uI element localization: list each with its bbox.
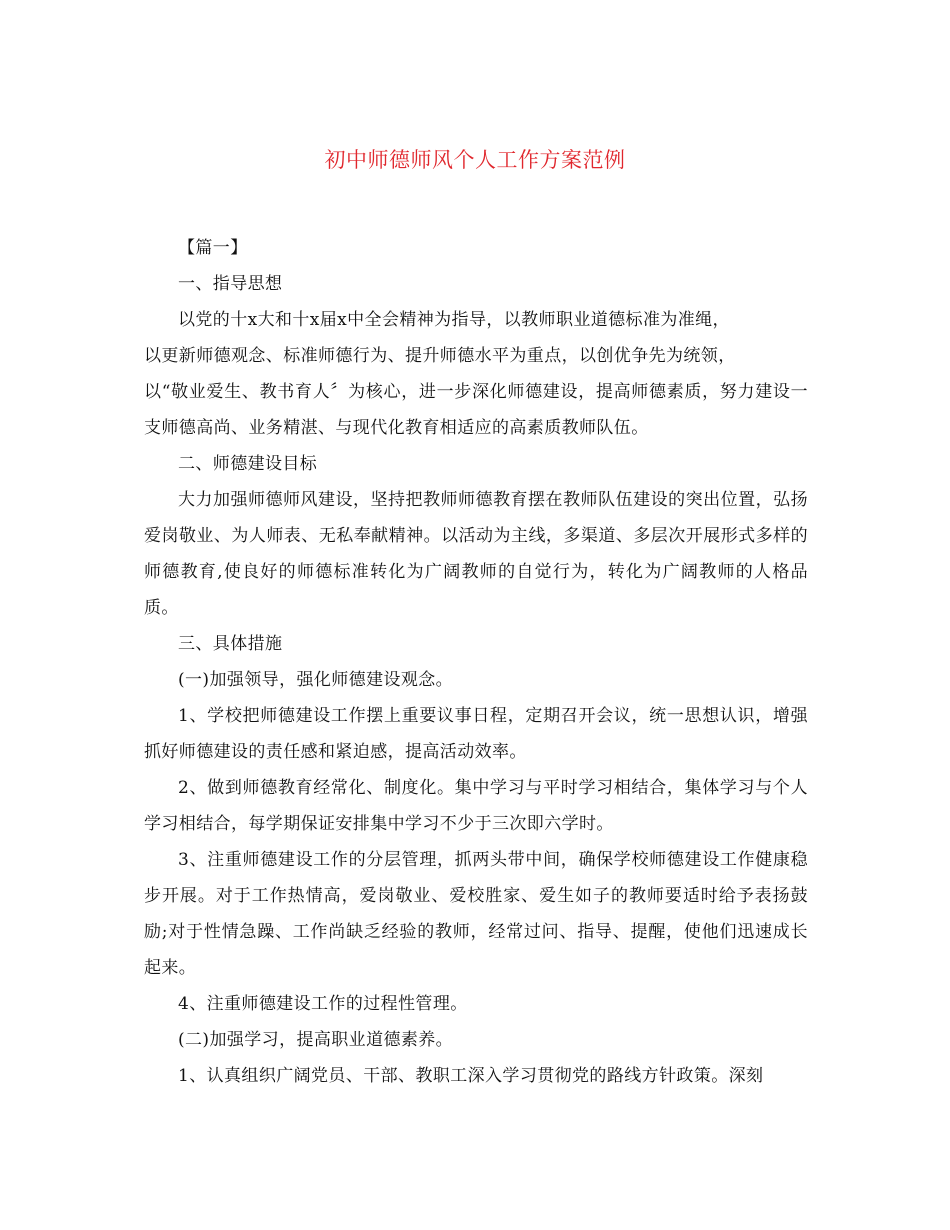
heading-guiding-thought: 一、指导思想: [178, 274, 283, 294]
heading-measures: 三、具体措施: [178, 634, 283, 654]
paragraph: 2、做到师德教育经常化、制度化。集中学习与平时学习相结合，集体学习与个人学习相结合，每学期保证安排集中学习不少于三次即六学时。: [144, 778, 808, 834]
paragraph: 大力加强师德师风建设，坚持把教师师德教育摆在教师队伍建设的突出位置，弘扬爱岗敬业、为人师表、无私奉献精神。以活动为主线，多渠道、多层次开展形式多样的师德教育,使良好的师德标准转化为广阔教师的自觉行为，转化为广阔教师的人格品质。: [144, 490, 808, 618]
paragraph: 以“敬业爱生、教书育人〞为核心，进一步深化师德建设，提高师德素质，努力建设一支师德高尚、业务精湛、与现代化教育相适应的高素质教师队伍。: [144, 382, 808, 438]
document-body: [144, 230, 808, 1094]
subheading-leadership: (一)加强领导，强化师德建设观念。: [178, 670, 454, 690]
document-title: 初中师德师风个人工作方案范例: [324, 148, 626, 172]
paragraph: 1、认真组织广阔党员、干部、教职工深入学习贯彻党的路线方针政策。深刻: [178, 1066, 764, 1086]
heading-goals: 二、师德建设目标: [178, 454, 318, 474]
paragraph: 3、注重师德建设工作的分层管理，抓两头带中间，确保学校师德建设工作健康稳步开展。对于工作热情高，爱岗敬业、爱校胜家、爱生如子的教师要适时给予表扬鼓励;对于性情急躁、工作尚缺乏经验的教师，经常过问、指导、提醒，使他们迅速成长起来。: [144, 850, 808, 978]
section-label: 【篇一】: [178, 238, 248, 258]
paragraph: 以党的十x大和十x届x中全会精神为指导，以教师职业道德标准为准绳，: [178, 310, 730, 330]
paragraph: 4、注重师德建设工作的过程性管理。: [178, 994, 468, 1014]
paragraph: 以更新师德观念、标准师德行为、提升师德水平为重点，以创优争先为统领，: [144, 346, 736, 366]
paragraph: 1、学校把师德建设工作摆上重要议事日程，定期召开会议，统一思想认识，增强抓好师德建设的责任感和紧迫感，提高活动效率。: [144, 706, 808, 762]
subheading-study: (二)加强学习，提高职业道德素养。: [178, 1030, 454, 1050]
